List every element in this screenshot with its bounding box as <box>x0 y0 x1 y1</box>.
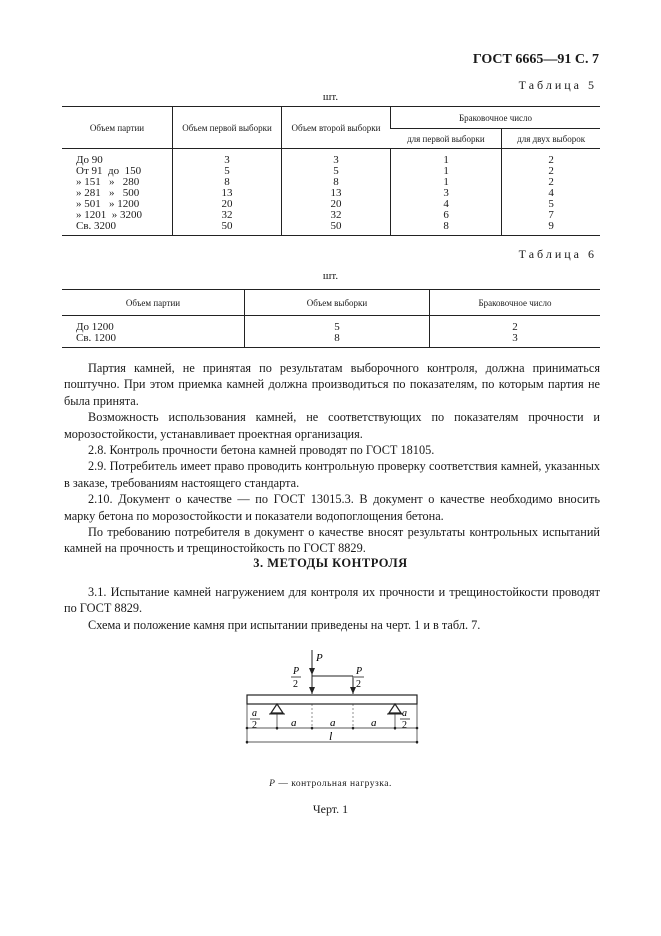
table-row: Св. 1200 8 3 <box>62 333 600 348</box>
paragraph: Схема и положение камня при испытании приведены на черт. 1 и в табл. 7. <box>88 617 481 632</box>
paragraph: 2.10. Документ о качестве — по ГОСТ 13015.3. В документ о качестве необходимо вносить марку бетона по морозостойкости и показатели водопоглощения бетона. <box>64 492 600 523</box>
table6-header-lot: Объем партии <box>62 290 245 316</box>
paragraph: Возможность использования камней, не соответствующих по показателям прочности и морозостойкости, устанавливает проектная организация. <box>64 410 600 441</box>
table6-caption: Таблица 6 <box>518 247 597 261</box>
paragraph: 3.1. Испытание камней нагружением для контроля их прочности и трещиностойкости проводят по ГОСТ 8829. <box>64 585 600 616</box>
half-load-left-den: 2 <box>293 679 298 690</box>
paragraph: По требованию потребителя в документ о качестве вносят результаты контрольных испытаний камней на прочность и трещиностойкость по ГОСТ 8829. <box>64 525 600 556</box>
table6-header-sample: Объем выборки <box>245 290 430 316</box>
page-header: ГОСТ 6665—91 С. 7 <box>472 52 599 67</box>
paragraph: Партия камней, не принятая по результатам выборочного контроля, должна приниматься поштучно. При этом приемка камней должна производиться по показателям, по которым партия не была принята. <box>64 361 600 408</box>
table-row: До 90 3 3 1 2 <box>62 149 600 167</box>
table6 <box>62 289 600 348</box>
load-P-label: P <box>316 652 323 664</box>
caption-symbol: P <box>269 779 276 789</box>
table5-header-first: Объем первой выборки <box>173 107 282 149</box>
section-title: 3. МЕТОДЫ КОНТРОЛЯ <box>253 556 408 570</box>
dim-a-half-right-num: a <box>402 708 407 719</box>
table6-header-reject: Браковочное число <box>430 290 601 316</box>
dim-a-half-left-den: 2 <box>252 720 257 731</box>
table5-header-reject-first: для первой выборки <box>391 129 502 149</box>
table-row: Св. 3200 50 50 8 9 <box>62 221 600 236</box>
caption-text: — контрольная нагрузка. <box>275 779 392 789</box>
test-scheme-diagram <box>243 648 423 748</box>
dim-a-half-right-den: 2 <box>402 720 407 731</box>
table5 <box>62 106 600 236</box>
table5-header-reject: Браковочное число <box>391 107 601 129</box>
half-load-left-num: P <box>293 666 300 677</box>
dim-a-label: a <box>330 717 336 729</box>
figure-caption <box>0 779 661 789</box>
half-load-right-den: 2 <box>356 679 361 690</box>
section-body <box>64 584 600 633</box>
body-text <box>64 360 600 557</box>
table-row: » 281 » 500 13 13 3 4 <box>62 188 600 199</box>
table-row: От 91 до 150 5 5 1 2 <box>62 166 600 177</box>
dim-a-label: a <box>291 717 297 729</box>
table5-units: шт. <box>322 91 339 103</box>
table-row: » 151 » 280 8 8 1 2 <box>62 177 600 188</box>
table5-header-lot: Объем партии <box>62 107 173 149</box>
figure-label: Черт. 1 <box>312 802 349 816</box>
table6-units: шт. <box>322 270 339 282</box>
table5-header-second: Объем второй выборки <box>282 107 391 149</box>
dim-a-label: a <box>371 717 377 729</box>
table-row: » 1201 » 3200 32 32 6 7 <box>62 210 600 221</box>
table-row: До 1200 5 2 <box>62 316 600 334</box>
table-row: » 501 » 1200 20 20 4 5 <box>62 199 600 210</box>
dim-a-half-left-num: a <box>252 708 257 719</box>
paragraph: 2.9. Потребитель имеет право проводить контрольную проверку соответствия камней, указанных в заказе, требованиям настоящего стандарта. <box>64 459 600 490</box>
table5-header-reject-two: для двух выборок <box>502 129 600 149</box>
paragraph: 2.8. Контроль прочности бетона камней проводят по ГОСТ 18105. <box>88 443 435 458</box>
dim-l-label: l <box>329 729 333 743</box>
half-load-right-num: P <box>356 666 363 677</box>
table5-caption: Таблица 5 <box>518 78 597 92</box>
